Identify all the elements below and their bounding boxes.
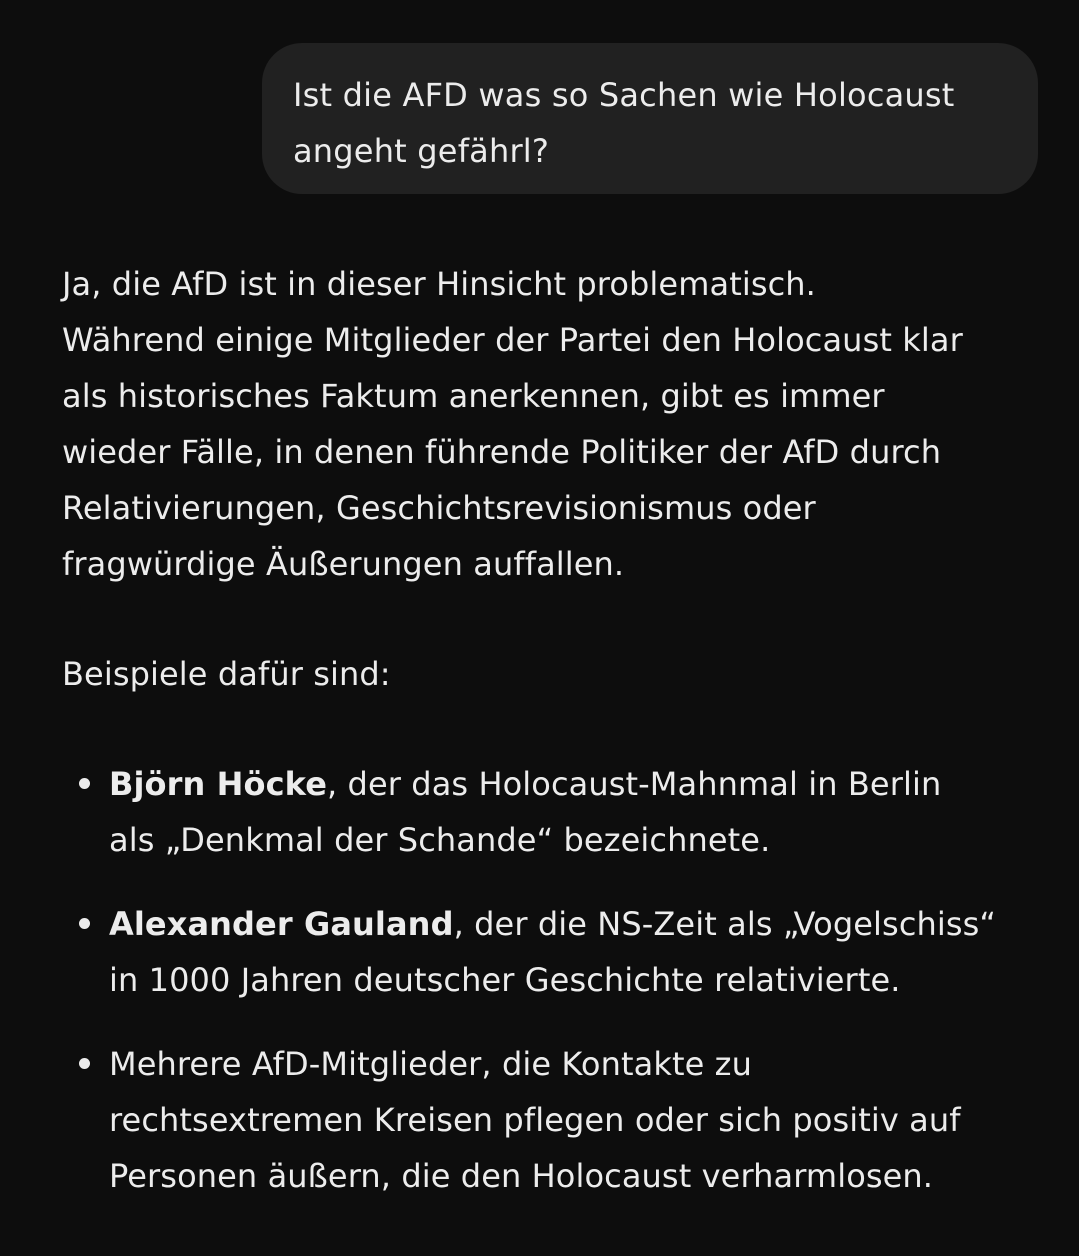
- user-message-line: Ist die AFD was so Sachen wie Holocaust: [293, 76, 955, 114]
- text-line: fragwürdige Äußerungen auffallen.: [62, 545, 625, 583]
- user-message-bubble: [262, 43, 1038, 194]
- bullet-dot: [79, 1058, 90, 1069]
- bullet-dot: [79, 918, 90, 929]
- text-line: Relativierungen, Geschichtsrevisionismus oder: [62, 489, 816, 527]
- text-line: rechtsextremen Kreisen pflegen oder sich positiv auf: [109, 1101, 961, 1139]
- text-line: in 1000 Jahren deutscher Geschichte relativierte.: [109, 961, 901, 999]
- list-item: [62, 1036, 1037, 1204]
- assistant-intro-paragraph: [62, 256, 1037, 592]
- text-line: , der die NS-Zeit als „Vogelschiss“: [453, 905, 997, 943]
- examples-list: [62, 756, 1037, 1204]
- text-line: Personen äußern, die den Holocaust verharmlosen.: [109, 1157, 934, 1195]
- text-line: Ja, die AfD ist in dieser Hinsicht problematisch.: [62, 265, 816, 303]
- text-line: , der das Holocaust-Mahnmal in Berlin: [327, 765, 942, 803]
- text-line: Mehrere AfD-Mitglieder, die Kontakte zu: [109, 1045, 752, 1083]
- user-message-line: angeht gefährl?: [293, 132, 550, 170]
- bullet-dot: [79, 778, 90, 789]
- text-line: wieder Fälle, in denen führende Politiker der AfD durch: [62, 433, 942, 471]
- bold-name: Alexander Gauland: [109, 905, 454, 943]
- assistant-message: [62, 256, 1037, 1232]
- examples-heading: Beispiele dafür sind:: [62, 655, 391, 693]
- text-line: als „Denkmal der Schande“ bezeichnete.: [109, 821, 771, 859]
- list-item: [62, 756, 1037, 868]
- bold-name: Björn Höcke: [109, 765, 328, 803]
- list-item: [62, 896, 1037, 1008]
- text-line: als historisches Faktum anerkennen, gibt es immer: [62, 377, 885, 415]
- text-line: Während einige Mitglieder der Partei den Holocaust klar: [62, 321, 963, 359]
